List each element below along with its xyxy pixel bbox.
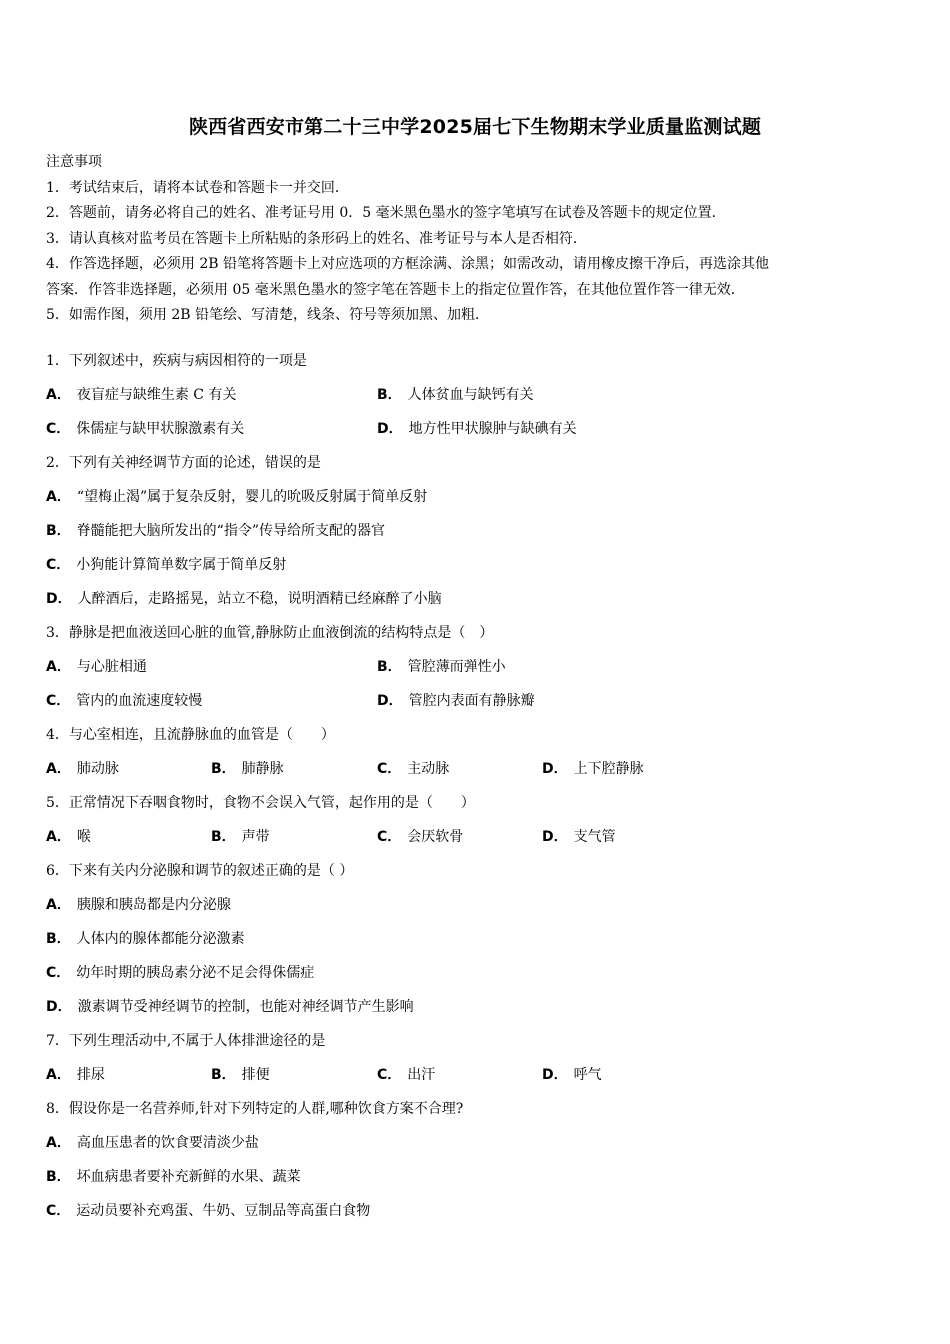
option-letter: D． [46, 591, 72, 607]
option-letter: A． [46, 1067, 71, 1083]
question-stem: 8．假设你是一名营养师,针对下列特定的人群,哪种饮食方案不合理? [46, 1101, 464, 1117]
option-text: 坏血病患者要补充新鲜的水果、蔬菜 [76, 1169, 301, 1185]
option-row [46, 1163, 906, 1197]
option-text: 排尿 [76, 1067, 105, 1083]
option-letter: B． [46, 931, 71, 947]
option-letter: B． [46, 1169, 71, 1185]
option-c [377, 823, 463, 851]
question-stem: 3．静脉是把血液送回心脏的血管,静脉防止血液倒流的结构特点是（ ） [46, 625, 494, 641]
notice-section [46, 150, 906, 329]
option-d [377, 415, 577, 443]
notice-item: 3．请认真核对监考员在答题卡上所粘贴的条形码上的姓名、准考证号与本人是否相符． [46, 230, 587, 247]
option-b [211, 755, 284, 783]
option-row [46, 1061, 906, 1095]
option-letter: C． [46, 1203, 71, 1219]
option-text: 上下腔静脉 [573, 761, 644, 777]
option-row [46, 381, 906, 415]
notice-item: 1．考试结束后，请将本试卷和答题卡一并交回． [46, 179, 349, 196]
page-title: 陕西省西安市第二十三中学2025届七下生物期末学业质量监测试题 [188, 116, 762, 138]
option-text: 出汗 [407, 1067, 436, 1083]
option-letter: D． [46, 999, 72, 1015]
option-row [46, 653, 906, 687]
option-row [46, 755, 906, 789]
option-letter: A． [46, 829, 71, 845]
option-letter: C． [46, 557, 71, 573]
question-stem: 2．下列有关神经调节方面的论述，错误的是 [46, 455, 321, 471]
option-text: 脊髓能把大脑所发出的“指令”传导给所支配的器官 [76, 523, 385, 539]
option-b [46, 517, 385, 545]
option-row [46, 1197, 906, 1231]
option-letter: D． [542, 829, 568, 845]
option-letter: C． [377, 829, 402, 845]
option-letter: C． [46, 693, 71, 709]
option-a [46, 891, 231, 919]
option-c [46, 687, 202, 715]
question-stem: 6．下来有关内分泌腺和调节的叙述正确的是（ ） [46, 863, 354, 879]
option-letter: B． [46, 523, 71, 539]
option-text: 激素调节受神经调节的控制，也能对神经调节产生影响 [77, 999, 414, 1015]
option-text: 高血压患者的饮食要清淡少盐 [76, 1135, 259, 1151]
option-letter: A． [46, 387, 71, 403]
option-a [46, 755, 119, 783]
option-text: 人醉酒后，走路摇晃，站立不稳，说明酒精已经麻醉了小脑 [77, 591, 442, 607]
question-stem: 7．下列生理活动中,不属于人体排泄途径的是 [46, 1033, 326, 1049]
option-text: 肺动脉 [76, 761, 119, 777]
option-letter: D． [377, 693, 403, 709]
option-text: 管腔薄而弹性小 [407, 659, 506, 675]
option-letter: A． [46, 1135, 71, 1151]
option-text: 支气管 [573, 829, 616, 845]
option-text: 会厌软骨 [407, 829, 464, 845]
option-text: 幼年时期的胰岛素分泌不足会得侏儒症 [76, 965, 315, 981]
option-row [46, 483, 906, 517]
option-c [46, 551, 286, 579]
option-b [211, 823, 270, 851]
option-letter: C． [377, 761, 402, 777]
option-letter: B． [211, 829, 236, 845]
option-text: 呼气 [573, 1067, 602, 1083]
option-letter: C． [46, 965, 71, 981]
option-row [46, 925, 906, 959]
option-letter: D． [542, 761, 568, 777]
option-c [377, 755, 449, 783]
option-b [377, 381, 534, 409]
option-row [46, 959, 906, 993]
option-a [46, 381, 236, 409]
option-row [46, 415, 906, 449]
question-list [46, 347, 906, 1231]
question-stem: 4．与心室相连，且流静脉血的血管是（ ） [46, 727, 335, 743]
option-a [46, 1129, 259, 1157]
option-letter: A． [46, 659, 71, 675]
option-text: 小狗能计算简单数字属于简单反射 [76, 557, 287, 573]
option-text: “望梅止渴”属于复杂反射，婴儿的吮吸反射属于简单反射 [76, 489, 428, 505]
option-a [46, 1061, 105, 1089]
option-letter: D． [377, 421, 403, 437]
notice-heading: 注意事项 [46, 154, 102, 170]
option-text: 夜盲症与缺维生素 C 有关 [76, 387, 237, 403]
option-row [46, 1129, 906, 1163]
option-text: 主动脉 [407, 761, 450, 777]
option-d [377, 687, 535, 715]
option-c [46, 959, 314, 987]
option-letter: A． [46, 761, 71, 777]
notice-item: 4．作答选择题，必须用 2B 铅笔将答题卡上对应选项的方框涂满、涂黑；如需改动，请用橡皮擦干净后，再选涂其他 [46, 256, 769, 272]
option-d [46, 993, 414, 1021]
option-a [46, 823, 91, 851]
notice-item: 5．如需作图，须用 2B 铅笔绘、写清楚，线条、符号等须加黑、加粗． [46, 307, 490, 323]
option-text: 胰腺和胰岛都是内分泌腺 [76, 897, 231, 913]
option-b [377, 653, 506, 681]
option-row [46, 551, 906, 585]
option-b [46, 1163, 301, 1191]
option-letter: D． [542, 1067, 568, 1083]
option-text: 管内的血流速度较慢 [76, 693, 203, 709]
option-row [46, 891, 906, 925]
option-d [542, 1061, 602, 1089]
option-letter: A． [46, 489, 71, 505]
option-row [46, 517, 906, 551]
option-text: 管腔内表面有静脉瓣 [408, 693, 535, 709]
option-row [46, 585, 906, 619]
option-c [46, 1197, 370, 1225]
option-d [46, 585, 442, 613]
option-letter: A． [46, 897, 71, 913]
option-text: 侏儒症与缺甲状腺激素有关 [76, 421, 245, 437]
option-a [46, 653, 147, 681]
option-text: 排便 [241, 1067, 270, 1083]
option-letter: B． [377, 387, 402, 403]
option-row [46, 823, 906, 857]
option-b [46, 925, 245, 953]
notice-item: 答案．作答非选择题，必须用 05 毫米黑色墨水的签字笔在答题卡上的指定位置作答，在其他位置作答一律无效． [46, 281, 745, 298]
option-text: 肺静脉 [241, 761, 284, 777]
option-text: 与心脏相通 [76, 659, 147, 675]
option-c [377, 1061, 435, 1089]
option-letter: B． [211, 761, 236, 777]
option-d [542, 755, 644, 783]
option-letter: C． [46, 421, 71, 437]
option-c [46, 415, 244, 443]
option-letter: B． [377, 659, 402, 675]
question-stem: 5．正常情况下吞咽食物时，食物不会误入气管，起作用的是（ ） [46, 795, 475, 811]
option-a [46, 483, 427, 511]
question-stem: 1．下列叙述中，疾病与病因相符的一项是 [46, 353, 307, 369]
notice-item: 2．答题前，请务必将自己的姓名、准考证号用 0．5 毫米黑色墨水的签字笔填写在试卷及答题卡的规定位置． [46, 205, 726, 221]
option-d [542, 823, 616, 851]
option-row [46, 993, 906, 1027]
option-text: 声带 [241, 829, 270, 845]
option-text: 地方性甲状腺肿与缺碘有关 [408, 421, 577, 437]
option-text: 运动员要补充鸡蛋、牛奶、豆制品等高蛋白食物 [76, 1203, 371, 1219]
option-text: 喉 [76, 829, 91, 845]
option-letter: B． [211, 1067, 236, 1083]
option-letter: C． [377, 1067, 402, 1083]
option-text: 人体内的腺体都能分泌激素 [76, 931, 245, 947]
option-text: 人体贫血与缺钙有关 [407, 387, 534, 403]
option-row [46, 687, 906, 721]
option-b [211, 1061, 270, 1089]
